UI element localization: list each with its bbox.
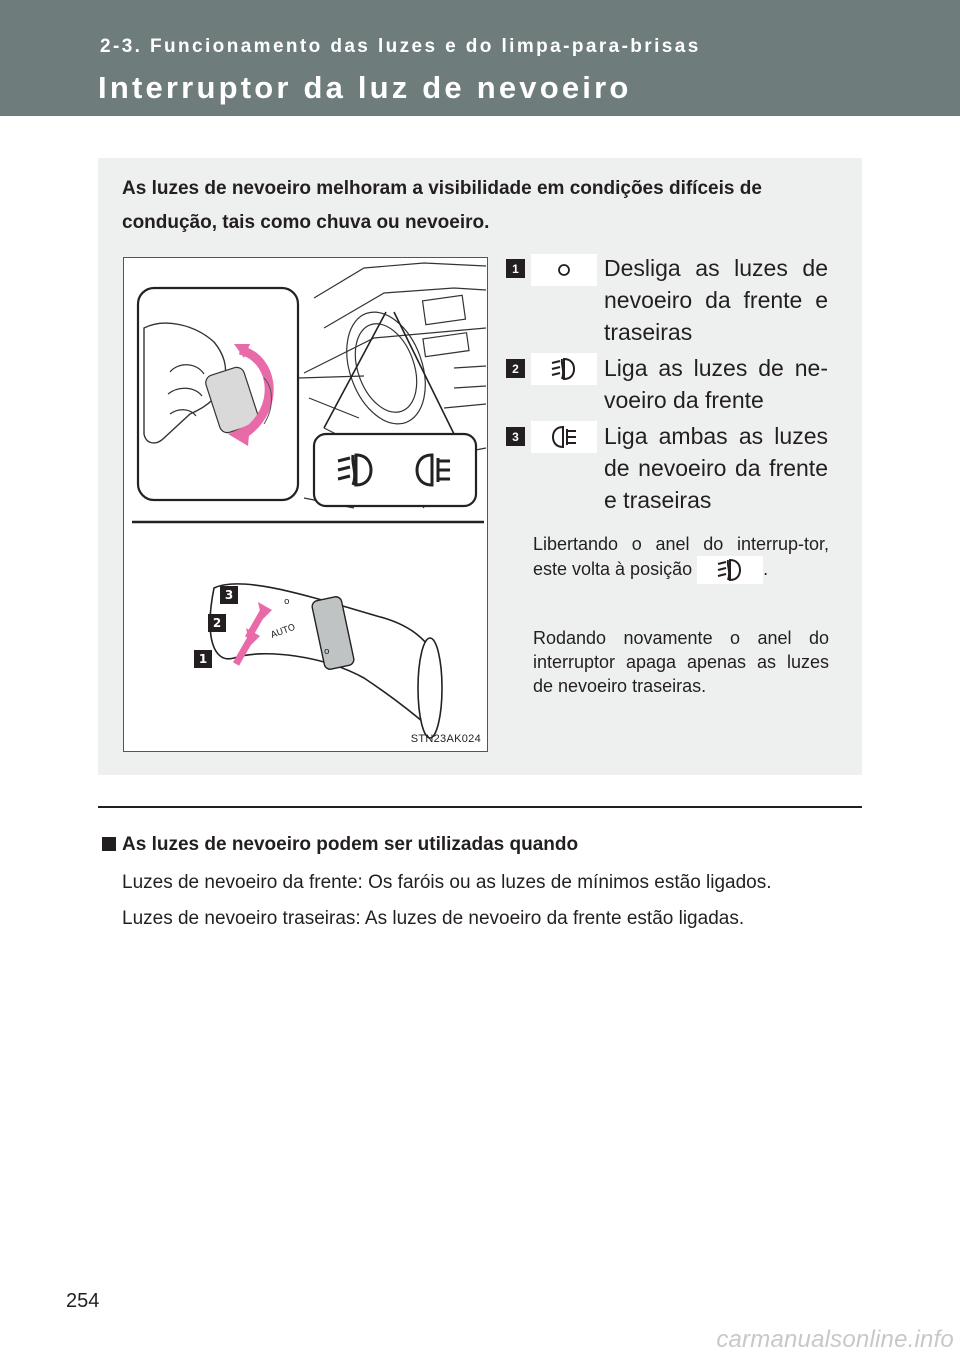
front-fog-condition: Luzes de nevoeiro da frente: Os faróis ou as luzes de mínimos estão ligados. [122, 872, 772, 893]
front-fog-light-icon [717, 558, 743, 582]
off-position-icon [556, 262, 572, 278]
inline-symbol-box [697, 556, 763, 584]
page-header [0, 0, 960, 116]
usage-heading [102, 834, 578, 856]
symbol-box [531, 353, 597, 385]
item-text: Liga ambas as luzes de nevoeiro da frente e traseiras [604, 423, 828, 513]
symbol-box [531, 421, 597, 453]
callout-lines [324, 312, 454, 434]
square-bullet-icon [102, 837, 116, 851]
hand-rotating-ring-closeup [138, 288, 298, 500]
item-number-badge: 2 [506, 359, 525, 378]
illustration-drawing [124, 258, 487, 751]
list-item [506, 353, 836, 417]
item-number-badge: 1 [506, 259, 525, 278]
fog-switch-illustration [123, 257, 488, 752]
release-note-text: Libertando o anel do interrup-tor, este volta à posição [533, 534, 829, 579]
rotate-note: Rodando novamente o anel do interruptor apaga apenas as luzes de nevoeiro traseiras. [533, 628, 829, 696]
page-number: 254 [66, 1290, 100, 1312]
page-title: Interruptor da luz de nevoeiro [98, 70, 632, 105]
callout-2: 2 [212, 616, 222, 630]
section-divider [98, 806, 862, 808]
list-item [506, 421, 836, 517]
auto-label: AUTO [269, 622, 297, 641]
item-text: Liga as luzes de ne-voeiro da frente [604, 355, 828, 413]
release-note [533, 532, 829, 584]
watermark: carmanualsonline.info [716, 1326, 954, 1353]
front-fog-light-icon [551, 357, 577, 381]
fog-symbols-closeup [314, 434, 476, 506]
intro-text: As luzes de nevoeiro melhoram a visibilidade em condições difíceis de condução, tais como chuva ou nevoeiro. [122, 178, 762, 233]
list-item [506, 254, 836, 344]
illustration-code: STN23AK024 [410, 733, 481, 745]
item-number-badge: 3 [506, 427, 525, 446]
light-switch-stalk [210, 584, 442, 738]
item-text: Desliga as luzes de nevoeiro da frente e traseiras [604, 255, 828, 345]
symbol-box [531, 254, 597, 286]
usage-heading-text: As luzes de nevoeiro podem ser utilizadas quando [122, 834, 579, 855]
off-mark: o [284, 597, 290, 607]
fog-mark: o [324, 647, 330, 657]
rear-fog-condition: Luzes de nevoeiro traseiras: As luzes de nevoeiro da frente estão ligadas. [122, 908, 745, 929]
release-note-end: . [763, 558, 769, 579]
section-title: 2-3. Funcionamento das luzes e do limpa-para-brisas [100, 36, 701, 57]
callout-1: 1 [198, 652, 208, 666]
rear-fog-light-icon [551, 425, 577, 449]
callout-3: 3 [224, 588, 234, 602]
